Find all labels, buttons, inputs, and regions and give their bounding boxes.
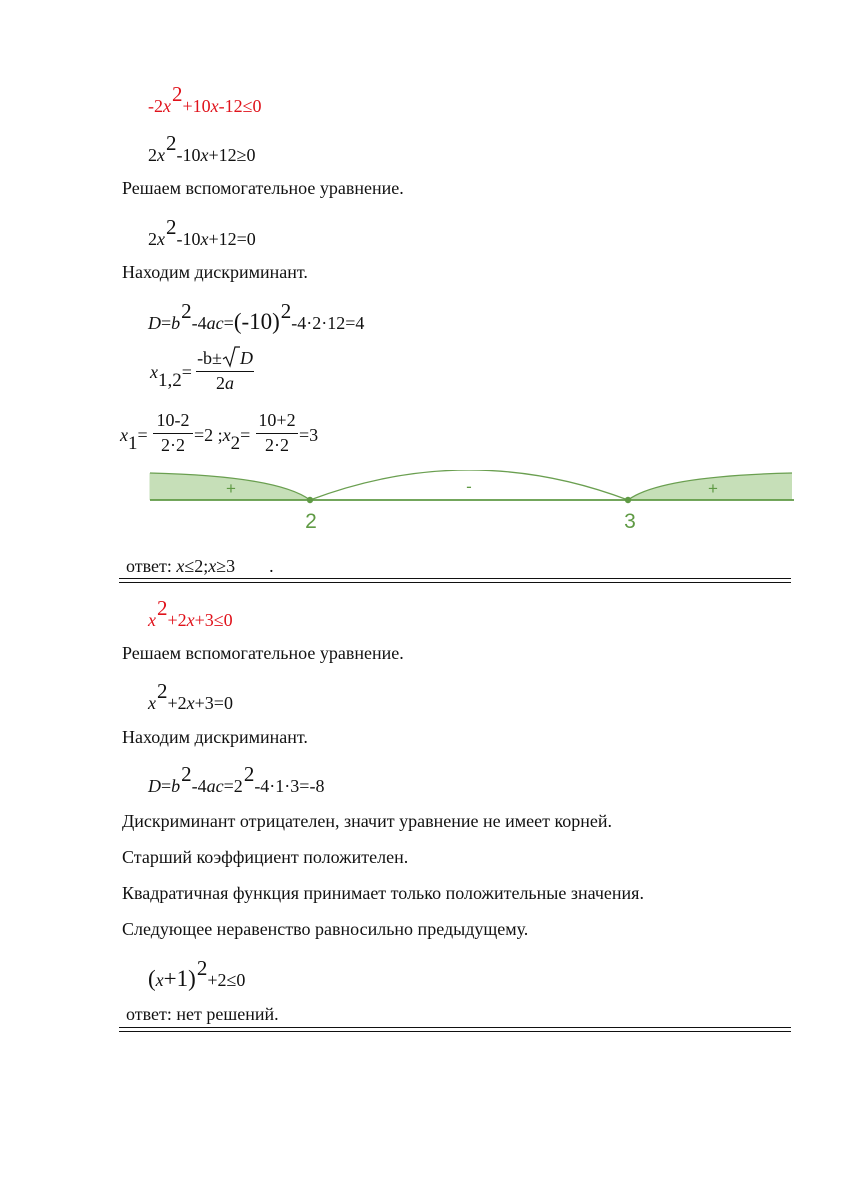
roots-formula-fraction: -b± D 2a <box>197 348 253 393</box>
problem2-aux-text: Решаем вспомогательное уравнение. <box>122 643 404 663</box>
label-root-3: 3 <box>624 510 636 532</box>
problem2-discriminant: D=b2-4ac=22-4·1·3=-8 <box>148 762 325 796</box>
root1-fraction: 10-2 2·2 <box>153 410 193 456</box>
root2-fraction: 10+2 2·2 <box>256 410 298 456</box>
point-2 <box>307 497 313 503</box>
problem2-line-3: Квадратичная функция принимает только положительные значения. <box>122 883 644 903</box>
roots-formula-lhs: x1,2= <box>150 362 192 391</box>
problem1-disc-text: Находим дискриминант. <box>122 262 308 282</box>
problem2-inequality: x2+2x+3≤0 <box>148 596 233 630</box>
problem2-answer: ответ: нет решений. <box>126 1004 279 1024</box>
problem1-answer: ответ: x≤2;x≥3 . <box>126 556 274 576</box>
root1-lhs: x1= <box>120 425 148 454</box>
problem1-aux-text: Решаем вспомогательное уравнение. <box>122 178 404 198</box>
problem1-discriminant: D=b2-4ac=(-10)2-4·2·12=4 <box>148 299 365 334</box>
problem2-line-2: Старший коэффициент положителен. <box>122 847 409 867</box>
problem1-inequality-rewritten: 2x2-10x+12≥0 <box>148 131 256 165</box>
problem1-inequality: -2x2+10x-12≤0 <box>148 82 262 116</box>
separator-1 <box>119 578 791 583</box>
problem2-line-1: Дискриминант отрицателен, значит уравнение не имеет корней. <box>122 811 613 831</box>
sqrt-sign <box>222 346 240 368</box>
separator-2 <box>119 1027 791 1032</box>
sign-minus: - <box>466 477 472 496</box>
root2-value: =3 <box>299 425 319 445</box>
point-3 <box>625 497 631 503</box>
problem1-equation: 2x2-10x+12=0 <box>148 215 256 249</box>
sign-plus-right: + <box>708 479 718 498</box>
number-line <box>148 470 794 532</box>
label-root-2: 2 <box>305 510 317 532</box>
problem2-disc-text: Находим дискриминант. <box>122 727 308 747</box>
root1-value: =2 ;x2= <box>194 425 251 454</box>
problem2-final-inequality: (x+1)2+2≤0 <box>148 956 246 991</box>
problem2-line-4: Следующее неравенство равносильно предыдущему. <box>122 919 529 939</box>
problem2-equation: x2+2x+3=0 <box>148 679 233 713</box>
sign-plus-left: + <box>226 479 236 498</box>
